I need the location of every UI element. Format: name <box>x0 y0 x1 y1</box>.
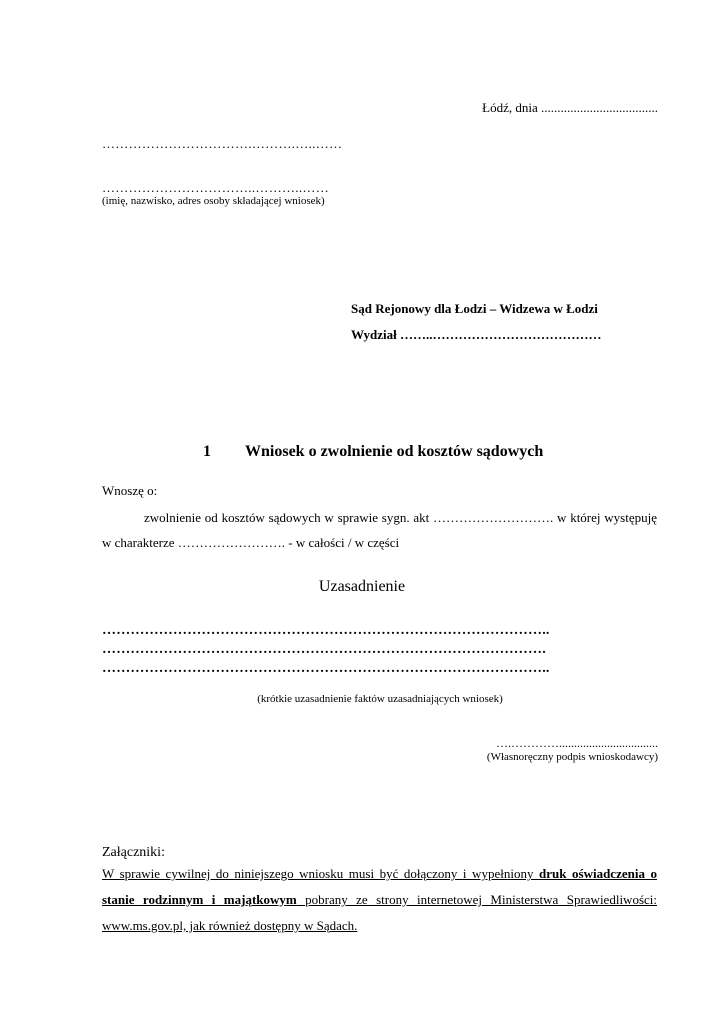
request-text: zwolnienie od kosztów sądowych w sprawie sygn. akt ………………………. w której występuję w charakterze ……………………. - w całości / w części <box>102 510 657 550</box>
attachments-title: Załączniki: <box>102 845 165 860</box>
attachments-form-name: druk oświadczenia o stanie rodzinnym i majątkowym <box>102 866 657 907</box>
request-body <box>102 505 657 555</box>
court-name: Sąd Rejonowy dla Łodzi – Widzewa w Łodzi <box>351 301 598 316</box>
applicant-caption: (imię, nazwisko, adres osoby składającej wniosek) <box>102 195 325 207</box>
document-title <box>203 443 543 461</box>
place-date-line: Łódź, dnia .................................... <box>482 100 658 115</box>
justification-line: …………………………………………………………………………………. <box>102 642 546 657</box>
signature-line: ….…………................................. <box>496 736 658 750</box>
title-number: 1 <box>203 443 211 460</box>
applicant-name-line: …………………………….……….…..…… <box>102 136 343 151</box>
attachments-text-start: W sprawie cywilnej do niniejszego wniosku musi być dołączony i wypełniony <box>102 866 539 881</box>
justification-line: ………………………………………………………………………………….. <box>102 623 550 638</box>
title-text: Wniosek o zwolnienie od kosztów sądowych <box>245 443 544 460</box>
attachments-text <box>102 861 657 939</box>
signature-caption: (Własnoręczny podpis wnioskodawcy) <box>486 751 658 763</box>
attachments-text-end: pobrany ze strony internetowej Ministerstwa Sprawiedliwości: www.ms.gov.pl, jak również dostępny w Sądach. <box>102 892 657 933</box>
justification-lines <box>102 621 550 678</box>
justification-title: Uzasadnienie <box>318 578 406 595</box>
court-block <box>351 296 602 348</box>
justification-line: ………………………………………………………………………………….. <box>102 661 550 676</box>
request-intro: Wnoszę o: <box>102 483 158 498</box>
justification-caption: (krótkie uzasadnienie faktów uzasadniających wniosek) <box>257 693 503 705</box>
court-division: Wydział ……..………………………………… <box>351 327 602 342</box>
applicant-address-line: ……………………………..………..…… <box>102 180 329 195</box>
